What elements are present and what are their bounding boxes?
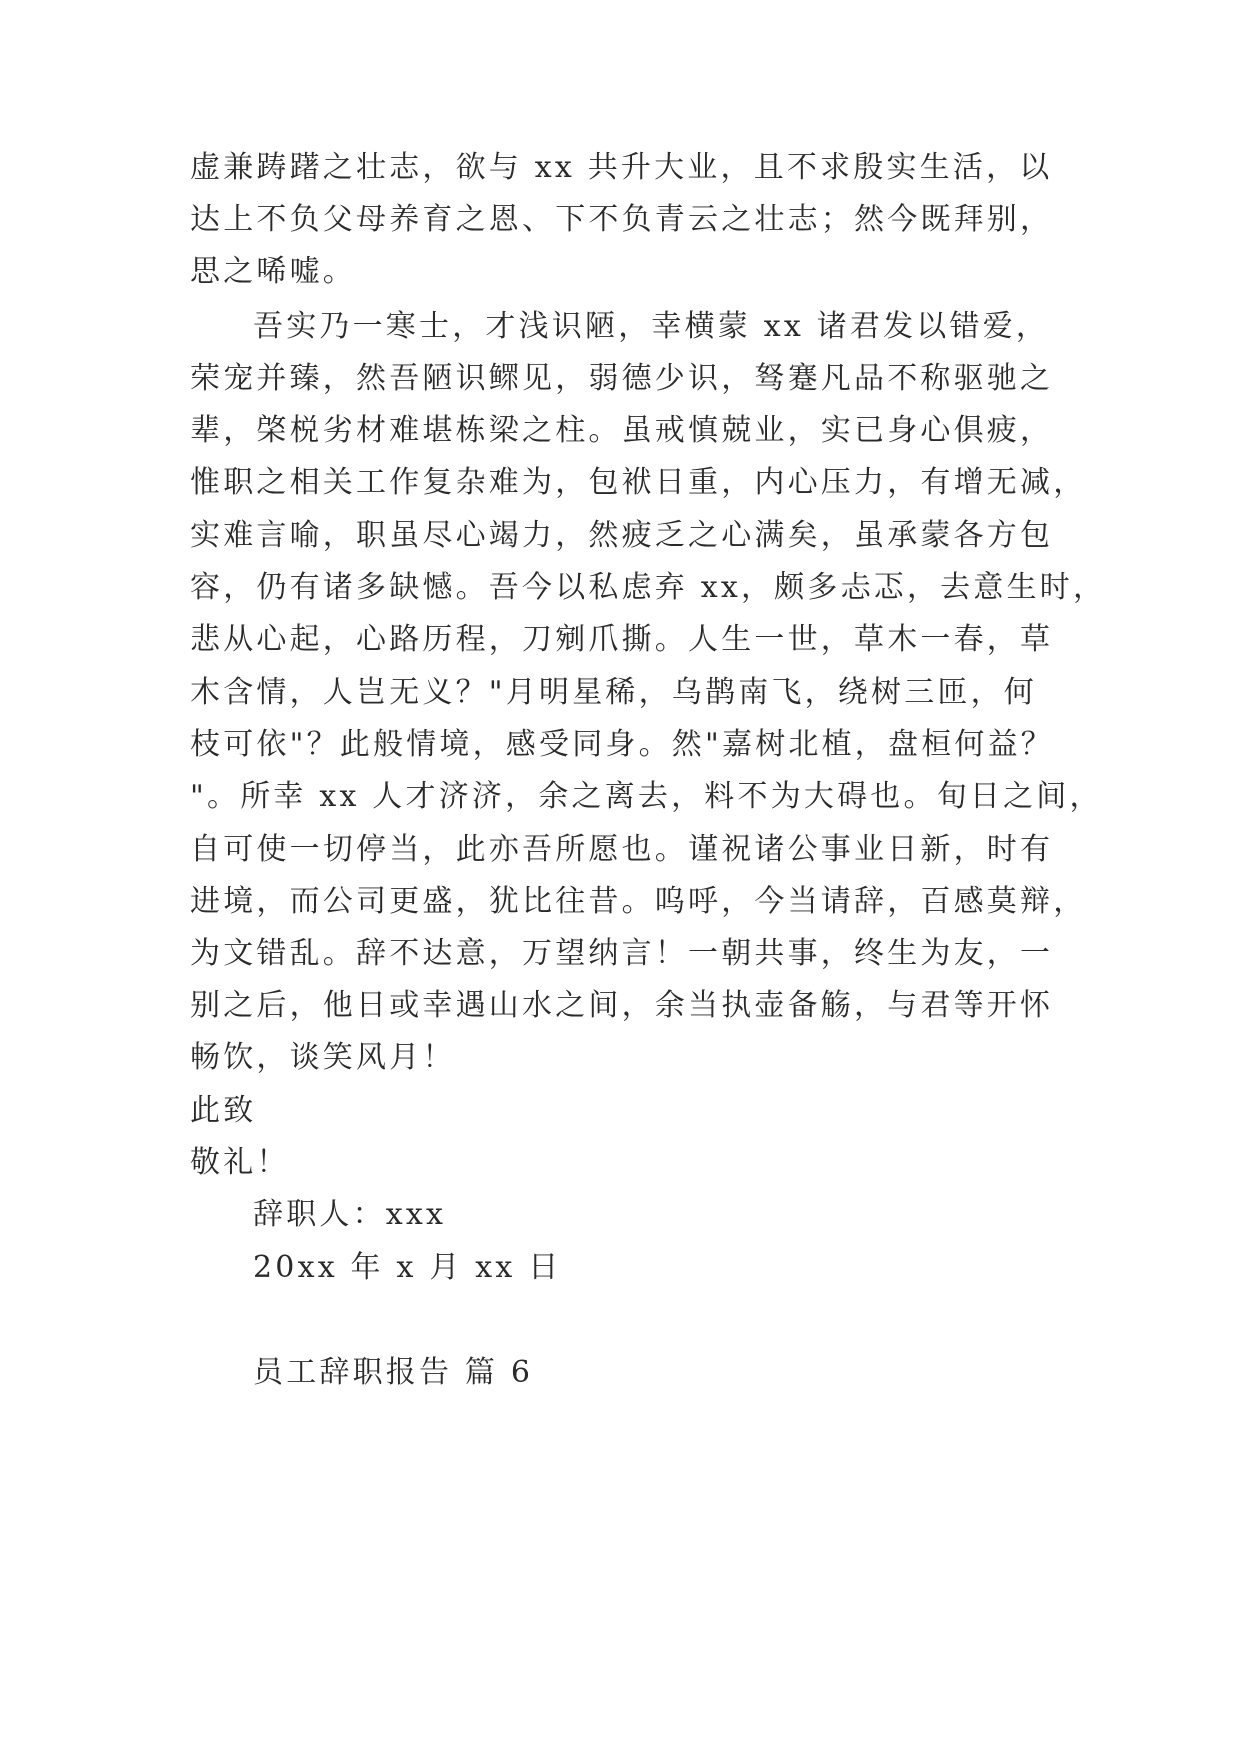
text-line: 悲从心起，心路历程，刀剜爪撕。人生一世，草木一春，草 <box>190 622 1054 657</box>
text-line: 辈，棨棁劣材难堪栋梁之柱。虽戒慎兢业，实已身心俱疲， <box>190 413 1054 448</box>
text-line: 畅饮，谈笑风月！ <box>190 1040 456 1075</box>
text-line: 自可使一切停当，此亦吾所愿也。谨祝诸公事业日新，时有 <box>190 832 1054 867</box>
closing-salutation: 此致 <box>190 1093 257 1128</box>
text-line: 木含情，人岂无义？"月明星稀，乌鹊南飞，绕树三匝，何 <box>190 675 1037 710</box>
text-line: 进境，而公司更盛，犹比往昔。呜呼，今当请辞，百感莫辩， <box>190 884 1087 919</box>
text-line: 荣宠并臻，然吾陋识鳏见，弱德少识，驽蹇凡品不称驱驰之 <box>190 361 1054 396</box>
signature-line: 辞职人：xxx <box>253 1197 447 1232</box>
paragraph-first-line: 吾实乃一寒士，才浅识陋，幸横蒙 xx 诸君发以错爱， <box>253 309 1050 344</box>
text-line: 虚兼踌躇之壮志，欲与 xx 共升大业，且不求殷实生活，以 <box>190 150 1053 185</box>
text-line: 为文错乱。辞不达意，万望纳言！一朝共事，终生为友，一 <box>190 936 1054 971</box>
text-line: 惟职之相关工作复杂难为，包袱日重，内心压力，有增无减， <box>190 465 1087 500</box>
closing-regards: 敬礼！ <box>190 1145 290 1180</box>
text-line: 枝可依"？此般情境，感受同身。然"嘉树北植，盘桓何益？ <box>190 727 1054 762</box>
section-heading: 员工辞职报告 篇 6 <box>253 1355 534 1390</box>
text-line: 实难言喻，职虽尽心竭力，然疲乏之心满矣，虽承蒙各方包 <box>190 518 1054 553</box>
date-line: 20xx 年 x 月 xx 日 <box>253 1250 562 1285</box>
text-line: "。所幸 xx 人才济济，余之离去，料不为大碍也。旬日之间， <box>190 779 1103 814</box>
text-line: 达上不负父母养育之恩、下不负青云之壮志；然今既拜别， <box>190 202 1054 237</box>
text-line: 思之唏嘘。 <box>190 254 356 289</box>
text-line: 别之后，他日或幸遇山水之间，余当执壶备觞，与君等开怀 <box>190 988 1054 1023</box>
text-line: 容，仍有诸多缺憾。吾今以私虑弃 xx，颇多忐忑，去意生时， <box>190 570 1107 605</box>
